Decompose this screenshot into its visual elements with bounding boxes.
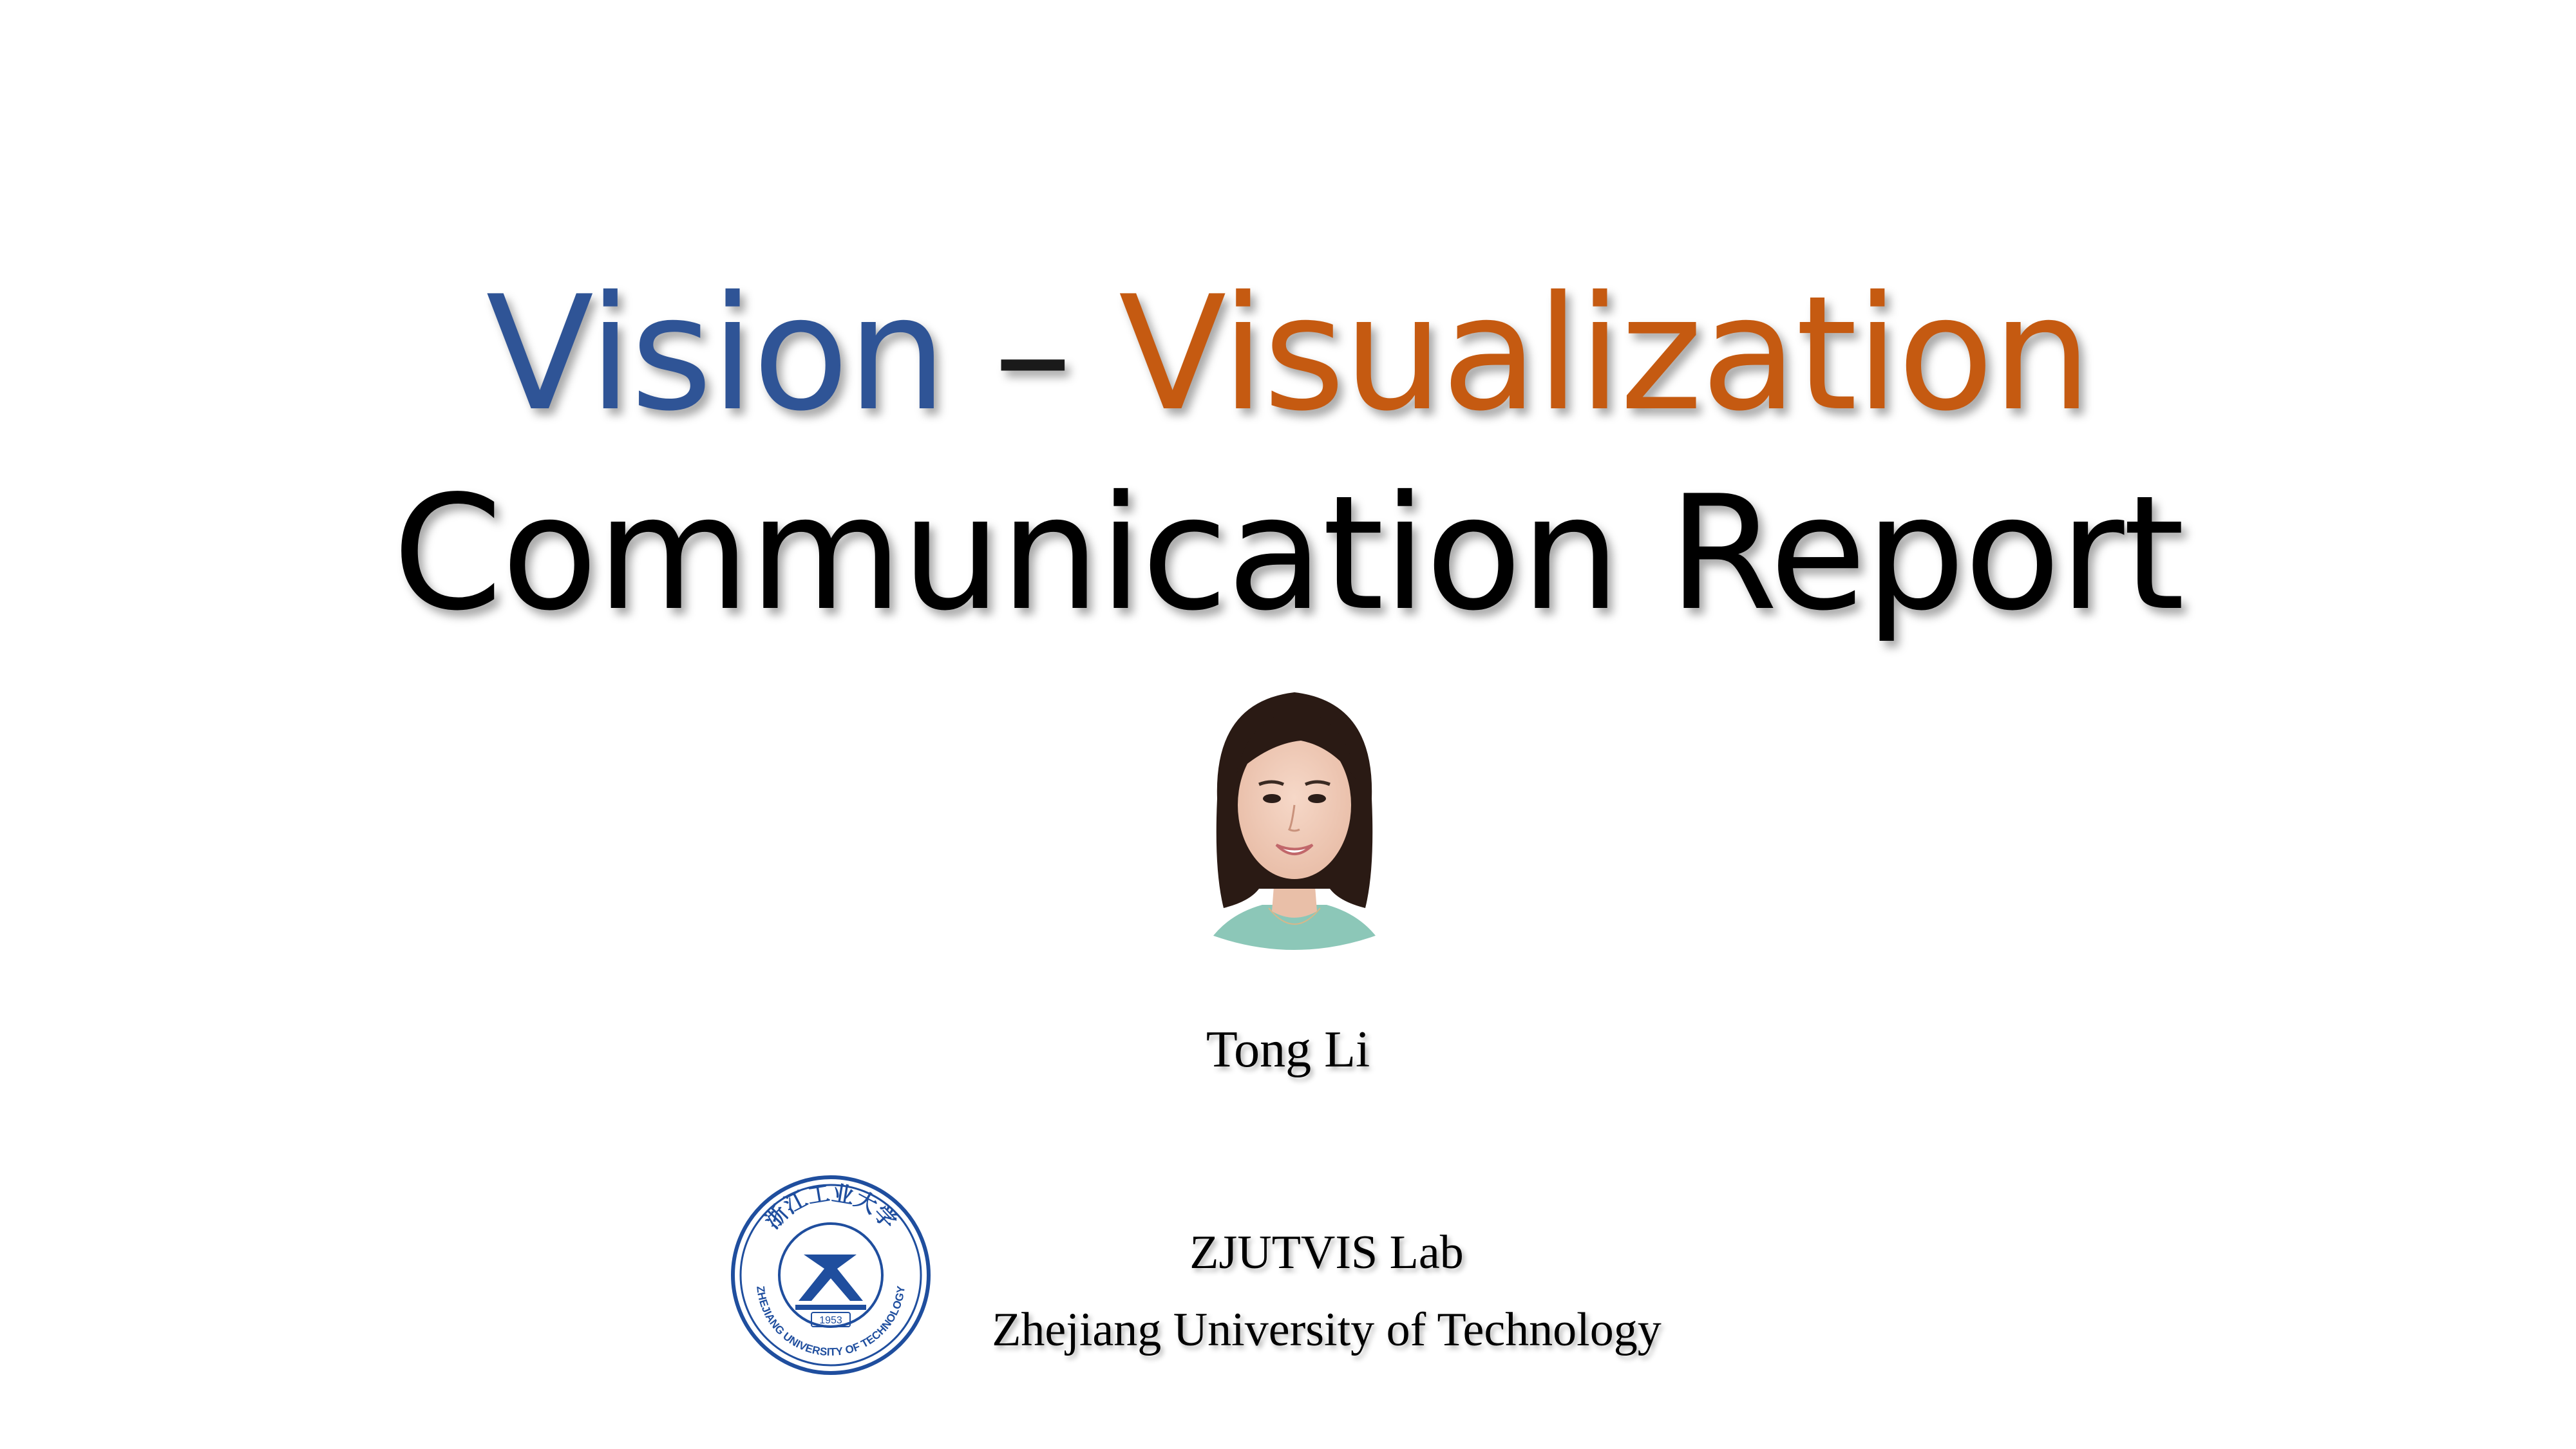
logo-chinese-name: 浙江工业大学 bbox=[759, 1180, 902, 1235]
title-word-visualization: Visualization bbox=[1118, 262, 2090, 446]
portrait-photo-icon bbox=[1179, 676, 1410, 985]
title-word-vision: Vision bbox=[486, 262, 945, 446]
presenter-name: Tong Li bbox=[1206, 1021, 1370, 1078]
lab-name: ZJUTVIS Lab bbox=[1189, 1226, 1464, 1279]
title-separator: – bbox=[945, 262, 1119, 446]
university-name: Zhejiang University of Technology bbox=[992, 1303, 1662, 1356]
logo-year: 1953 bbox=[819, 1315, 842, 1326]
title-line-2: Communication Report bbox=[392, 462, 2184, 645]
presenter-photo bbox=[1179, 676, 1410, 985]
logo-english-name: ZHEJIANG UNIVERSITY OF TECHNOLOGY bbox=[754, 1285, 907, 1359]
title-line-1 bbox=[0, 254, 2576, 454]
